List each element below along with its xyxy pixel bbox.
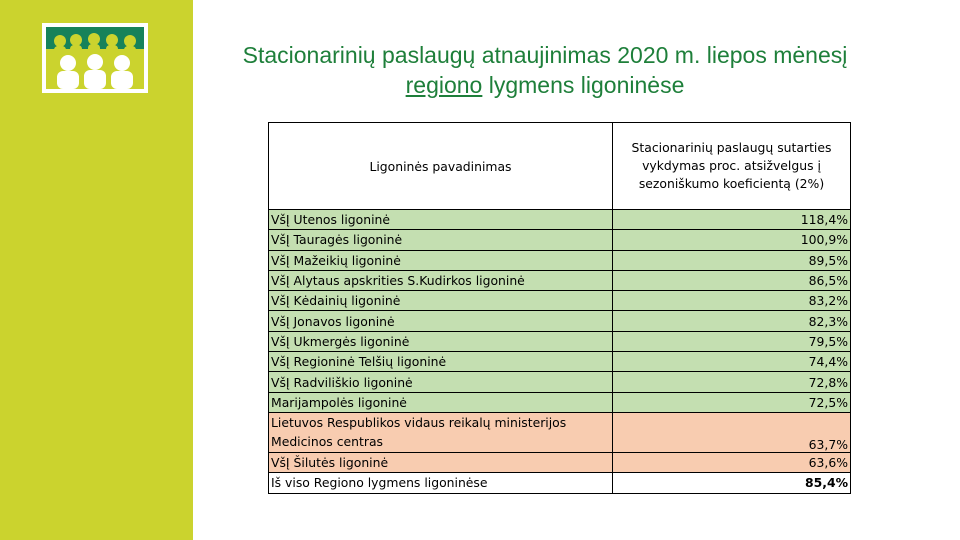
header-hospital-name: Ligoninės pavadinimas <box>269 123 613 210</box>
execution-percent: 86,5% <box>613 270 851 290</box>
table-row <box>269 331 851 351</box>
total-percent: 85,4% <box>613 473 851 493</box>
table-row <box>269 412 851 452</box>
hospital-name: VšĮ Alytaus apskrities S.Kudirkos ligoninė <box>269 270 613 290</box>
execution-percent: 72,5% <box>613 392 851 412</box>
hospital-name <box>269 412 613 452</box>
header-contract-execution: Stacionarinių paslaugų sutarties vykdymas proc. atsižvelgus į sezoniškumo koeficientą (2%) <box>613 123 851 210</box>
table-row <box>269 392 851 412</box>
execution-percent: 100,9% <box>613 230 851 250</box>
hospital-name-line-1: Lietuvos Respublikos vidaus reikalų ministerijos <box>271 414 567 430</box>
hospital-name: VšĮ Ukmergės ligoninė <box>269 331 613 351</box>
execution-percent: 63,6% <box>613 452 851 472</box>
table-row <box>269 210 851 230</box>
execution-percent: 72,8% <box>613 372 851 392</box>
table-header-row <box>269 123 851 210</box>
table-total-row <box>269 473 851 493</box>
execution-percent: 63,7% <box>613 412 851 452</box>
table-row <box>269 352 851 372</box>
table-row <box>269 291 851 311</box>
hospital-name: VšĮ Kėdainių ligoninė <box>269 291 613 311</box>
table-row <box>269 230 851 250</box>
execution-percent: 74,4% <box>613 352 851 372</box>
hospital-name: Marijampolės ligoninė <box>269 392 613 412</box>
execution-percent: 82,3% <box>613 311 851 331</box>
title-underlined-word: regiono <box>405 72 483 98</box>
table-row <box>269 270 851 290</box>
title-line-1: Stacionarinių paslaugų atnaujinimas 2020 m. liepos mėnesį <box>242 42 848 68</box>
execution-percent: 83,2% <box>613 291 851 311</box>
hospital-name: VšĮ Radviliškio ligoninė <box>269 372 613 392</box>
table-row <box>269 250 851 270</box>
hospital-table <box>268 122 851 494</box>
hospital-name: VšĮ Utenos ligoninė <box>269 210 613 230</box>
hospital-name-line-2: Medicinos centras <box>271 434 383 450</box>
hospital-name: VšĮ Jonavos ligoninė <box>269 311 613 331</box>
execution-percent: 118,4% <box>613 210 851 230</box>
execution-percent: 79,5% <box>613 331 851 351</box>
table-row <box>269 452 851 472</box>
hospital-name: VšĮ Tauragės ligoninė <box>269 230 613 250</box>
hospital-name: VšĮ Šilutės ligoninė <box>269 452 613 472</box>
title-line-2-rest: lygmens ligoninėse <box>482 72 685 98</box>
people-logo-icon <box>46 27 144 89</box>
hospital-name: VšĮ Regioninė Telšių ligoninė <box>269 352 613 372</box>
execution-percent: 89,5% <box>613 250 851 270</box>
table-row <box>269 311 851 331</box>
total-label: Iš viso Regiono lygmens ligoninėse <box>269 473 613 493</box>
table-row <box>269 372 851 392</box>
hospital-name: VšĮ Mažeikių ligoninė <box>269 250 613 270</box>
page-title <box>200 40 890 100</box>
logo <box>42 23 148 93</box>
